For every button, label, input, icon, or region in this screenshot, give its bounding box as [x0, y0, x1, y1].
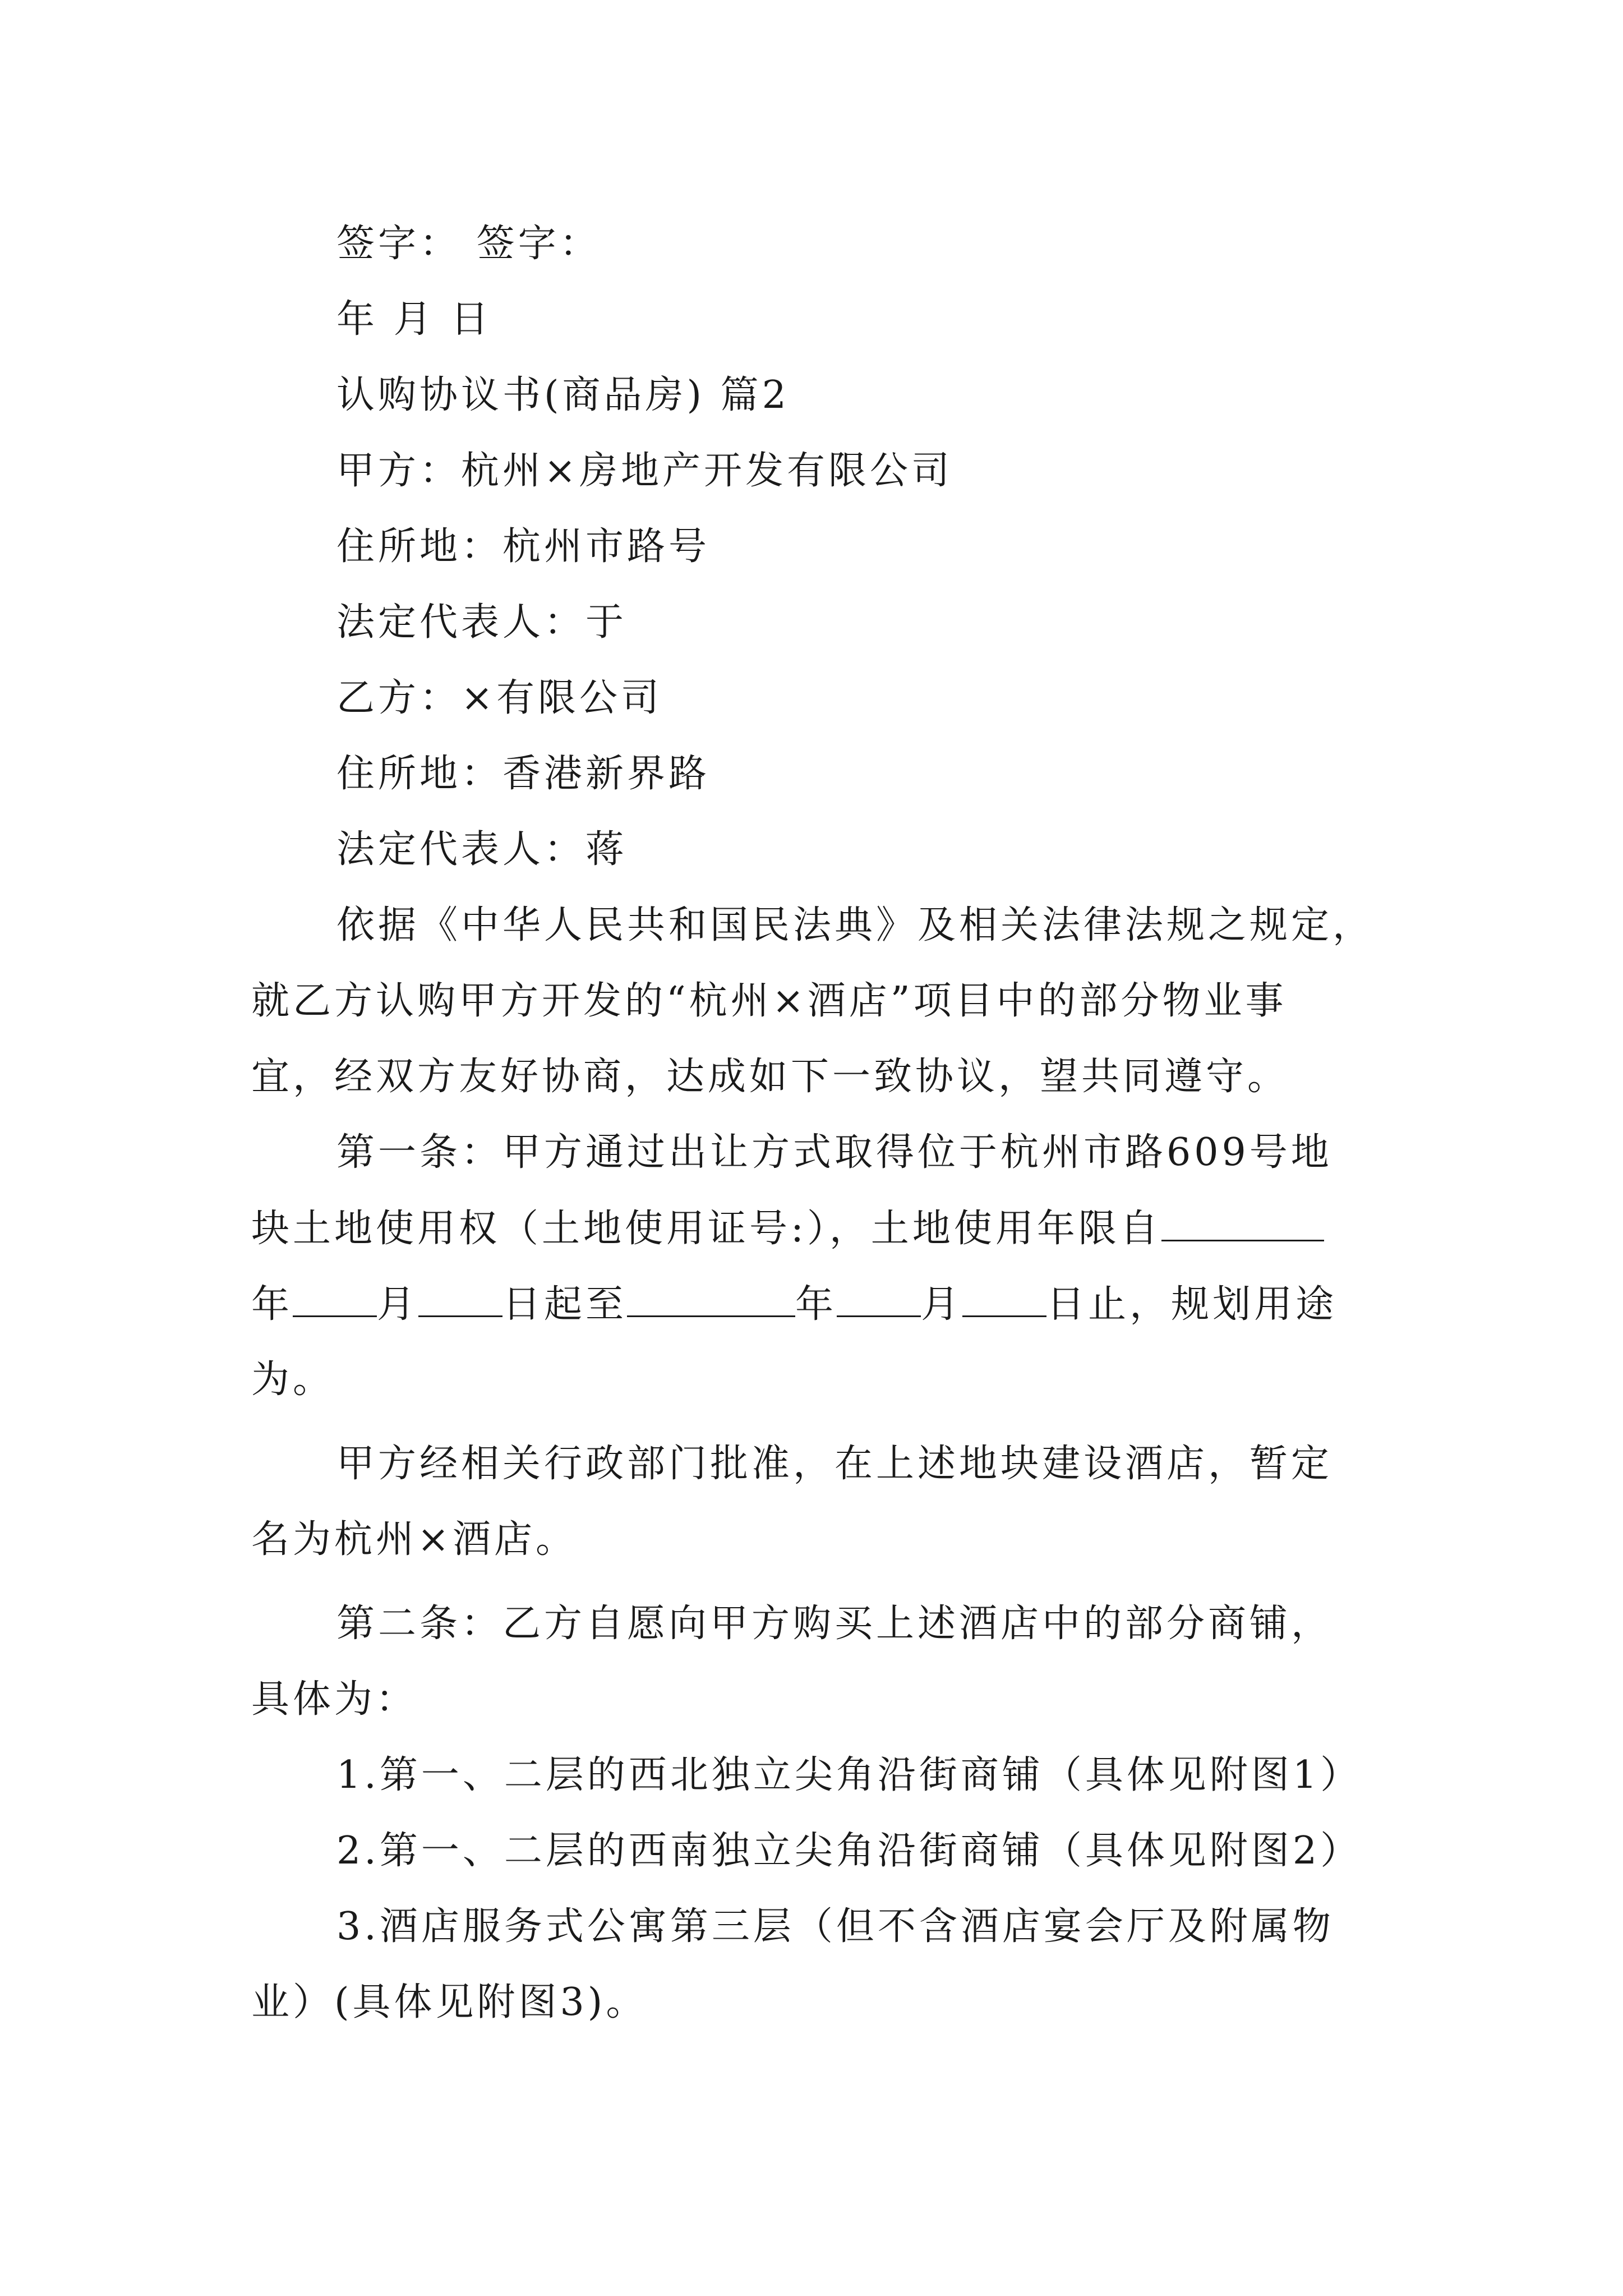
fill-blank: [293, 1282, 377, 1317]
article-2-line-1: 第二条：乙方自愿向甲方购买上述酒店中的部分商铺，: [336, 1602, 1333, 1646]
article-1-line-3: [0, 1282, 1623, 1327]
preamble-line-2: 就乙方认购甲方开发的“杭州×酒店”项目中的部分物业事: [251, 979, 1287, 1023]
article-1-line-2-text: 块土地使用权（土地使用证号:），土地使用年限自: [251, 1207, 1161, 1251]
list-item-2: 2.第一、二层的西南独立尖角沿街商铺（具体见附图2）: [336, 1829, 1362, 1873]
date-line: 年 月 日: [336, 297, 492, 342]
party-a-representative: 法定代表人：于: [336, 600, 628, 645]
party-a: 甲方：杭州×房地产开发有限公司: [336, 449, 953, 493]
fill-blank: [627, 1282, 795, 1317]
party-a-address: 住所地：杭州市路号: [336, 524, 711, 569]
month-label: 月: [921, 1282, 963, 1327]
year-label: 年: [795, 1282, 837, 1327]
preamble-line-3: 宜，经双方友好协商，达成如下一致协议，望共同遵守。: [251, 1055, 1289, 1099]
list-item-3-line-2: 业）(具体见附图3)。: [251, 1980, 648, 2024]
party-b: 乙方：×有限公司: [336, 676, 662, 720]
fill-blank: [1161, 1206, 1324, 1241]
signature-line: 签字： 签字：: [336, 222, 601, 266]
list-item-1: 1.第一、二层的西北独立尖角沿街商铺（具体见附图1）: [336, 1753, 1362, 1797]
article-1-line-1: 第一条：甲方通过出让方式取得位于杭州市路609号地: [336, 1130, 1332, 1175]
fill-blank: [962, 1282, 1046, 1317]
article-2-line-2: 具体为：: [251, 1677, 418, 1722]
year-label: 年: [251, 1282, 293, 1327]
party-b-address: 住所地：香港新界路: [336, 752, 711, 796]
article-1-line-2: [0, 1206, 1623, 1251]
article-1-para-2-line-1: 甲方经相关行政部门批准，在上述地块建设酒店，暂定: [336, 1442, 1333, 1486]
party-b-representative: 法定代表人：蒋: [336, 827, 628, 872]
fill-blank: [837, 1282, 921, 1317]
month-label: 月: [377, 1282, 419, 1327]
list-item-3-line-1: 3.酒店服务式公寓第三层（但不含酒店宴会厅及附属物: [336, 1904, 1334, 1949]
preamble-line-1: 依据《中华人民共和国民法典》及相关法律法规之规定，: [336, 903, 1375, 947]
day-to-label: 日止，规划用途: [1046, 1282, 1338, 1327]
day-from-label: 日起至: [502, 1282, 628, 1327]
fill-blank: [418, 1282, 502, 1317]
article-1-para-2-line-2: 名为杭州×酒店。: [251, 1517, 577, 1562]
article-1-line-4: 为。: [251, 1358, 335, 1402]
section-title: 认购协议书(商品房) 篇2: [336, 373, 790, 417]
